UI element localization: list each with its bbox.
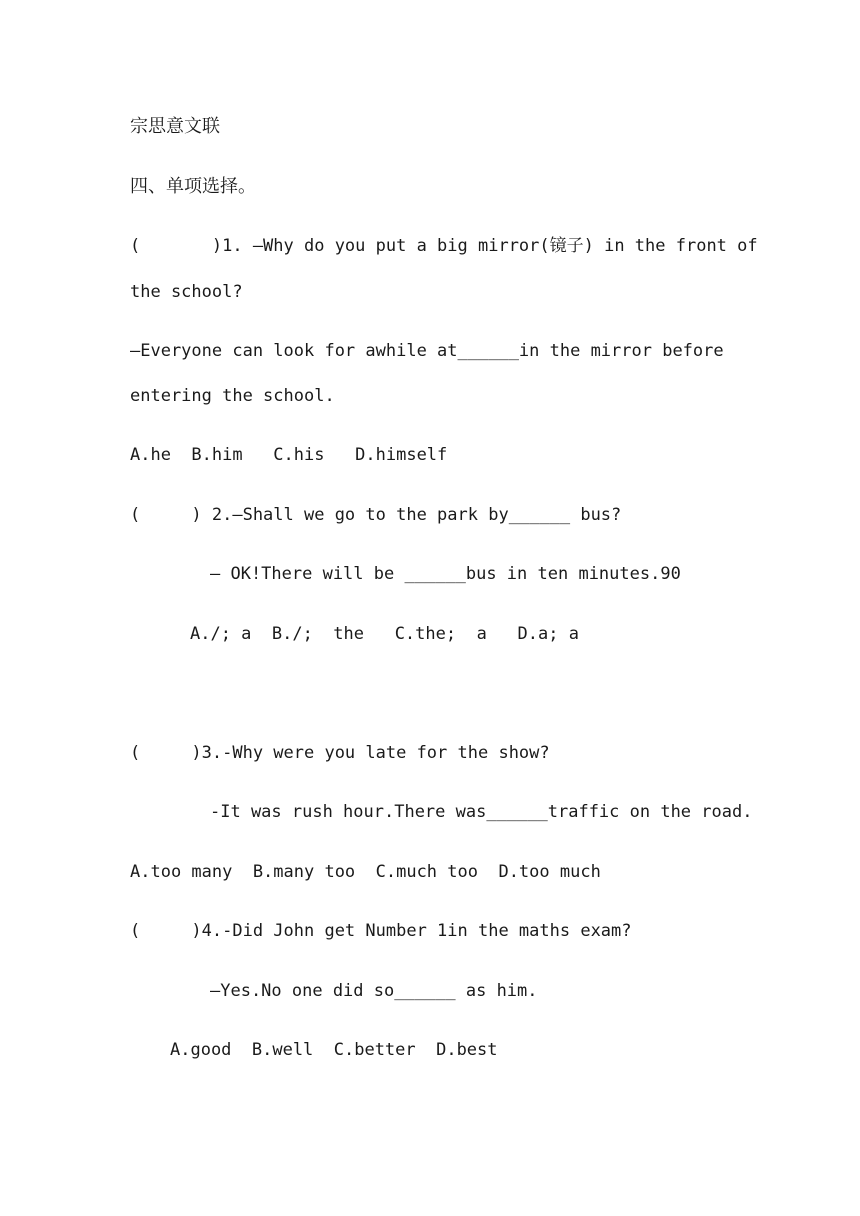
question-3-options: A.too many B.many too C.much too D.too much — [130, 862, 601, 882]
question-2-answer: — OK!There will be ______bus in ten minutes.90 — [210, 564, 681, 584]
header-text: 宗思意文联 — [130, 116, 220, 137]
question-3-stem: ( )3.-Why were you late for the show? — [130, 743, 550, 763]
question-1-stem-line-1: ( )1. —Why do you put a big mirror(镜子) in the front of — [130, 236, 758, 256]
question-3-answer: -It was rush hour.There was______traffic on the road. — [210, 802, 753, 822]
question-4-options: A.good B.well C.better D.best — [170, 1040, 498, 1060]
question-4-answer: —Yes.No one did so______ as him. — [210, 981, 538, 1001]
question-4-stem: ( )4.-Did John get Number 1in the maths exam? — [130, 921, 632, 941]
question-2-stem: ( ) 2.—Shall we go to the park by______ bus? — [130, 505, 622, 525]
question-2-options: A./; a B./; the C.the; a D.a; a — [190, 624, 579, 644]
question-1-options: A.he B.him C.his D.himself — [130, 445, 448, 465]
section-title: 四、单项选择。 — [130, 176, 256, 197]
question-1-stem-line-2: the school? — [130, 282, 243, 302]
question-1-answer-line-2: entering the school. — [130, 386, 335, 406]
question-1-answer-line-1: —Everyone can look for awhile at______in the mirror before — [130, 341, 724, 361]
